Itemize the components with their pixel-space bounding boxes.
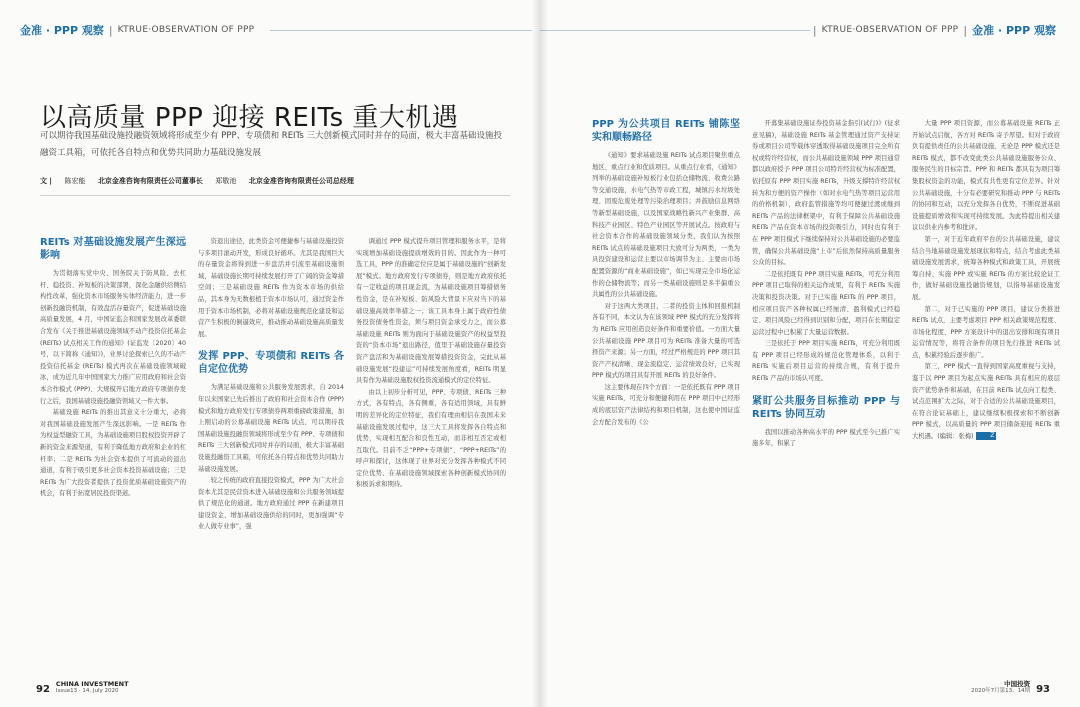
paragraph: 基础设施 REITs 的推出其意义十分重大，必将对我国基础设施发展产生深远影响。一是 REITs 作为权益型融资工具，为基础设施项目股权投资开辟了新的资金来源渠道，有利于降低地方政府和企业的杠杆率；二是 REITs 为社会资本提供了可流动的退出通道，有利于吸引更多社会资本投资基础设施；三是 REITs 为广大投资者提供了投资优质基础设施资产的机会，有利于拓宽居民投资渠道。 xyxy=(40,409,186,498)
right-footer xyxy=(971,681,1050,695)
header-brand: 金准 · PPP 观察 xyxy=(972,24,1056,37)
section-heading: 紧盯公共服务目标推动 PPP 与 REITs 协同互动 xyxy=(752,395,900,420)
header-separator: | xyxy=(108,23,113,37)
paragraph: 为贯彻落实党中央、国务院关于防风险、去杠杆、稳投资、补短板的决策部署，深化金融供给侧结构性改革，强化资本市场服务实体经济能力，进一步创新投融资机制，有效盘活存量资产，促进基础设施高质量发展，4 月，中国证监会和国家发展改革委联合发布《关于推进基础设施领域不动产投资信托基金 (REITs) 试点相关工作的通知》(证监发〔2020〕40 号，以下简称《通知》)，业界讨论探索已久的不动产投资信托基金 (REITs) 模式再次在基础设施领域破冰，成为近几年中国国家大力推广应用政府和社会资本合作模式 (PPP)、大规模开启地方政府专项债券发行之后，我国基础设施投融资领域又一件大事。 xyxy=(40,270,186,405)
paragraph: 由以上初步分析可见，PPP、专项债、REITs 三种方式，各有特点，各有侧重，各有适用领域，具有鲜明的差异化的定位特征，我们有理由相信在我国未来基础设施发展过程中，这三大工具将发挥各自特点和优势，实现相互配合和良性互动，而非相互否定或相互取代。目前不乏“PPP+专项债”、“PPP+REITs”的呼声和探讨，这体现了业界对充分发挥各种模式不同定位优势、在基础设施领域探索各种创新模式协同的积极诉求和期待。 xyxy=(356,388,506,489)
magazine-name: 中国投资 xyxy=(1004,680,1031,688)
byline-author-1: 陈宏能 xyxy=(64,177,86,185)
paragraph: 这主要体现在四个方面：一是依托既有 PPP 项目实施 REITs，可充分和便捷利用在 PPP 项目中已经形成的底层资产法律结构和项目机制，这也使中国证监会方配合发布的《公 xyxy=(592,383,740,426)
byline-org-2: 北京金准咨询有限责任公司总经理 xyxy=(248,177,354,185)
page-number: 92 xyxy=(36,684,50,695)
paragraph: 三是依托于 PPP 项目实施 REITs，可充分利用既有 PPP 项目已经形成的规范化管理体系，以利于 REITs 实施后项目运营的持续合规，有利于提升 REITs 产品的市场认可度。 xyxy=(752,340,900,383)
paragraph: 开募集基础设施证券投资基金指引(试行)》(征求意见稿)，基础设施 REITs 基金管理通过资产支持证券或项目公司等载体穿透取得基础设施项目完全所有权或特许经营权，而公共基础设施领域 PPP 项目通常都以政府授予 PPP 项目公司特许经营权为标准配置，依托原有 PPP 项目实施 REITs，升级支撑特许经营权转为和方便的资产操作（如对水电气热等项目运营用的价格机制），政府监管措施等均可便捷过渡或继到 REITs 产品的法律框架中，有利于保障公共基础设施 REITs 产品在资本市场的投资吸引力，同时也有利于在 PPP 项目模式下继续保持对公共基础设施的必要监管，确保公共基础设施“上市”后依然保持高质量服务公众的目标。 xyxy=(752,120,900,267)
header-separator: | xyxy=(963,23,968,37)
left-running-header xyxy=(20,22,254,38)
paragraph-text: 第三，PPP 模式一直得到国家高度重视与支持，鉴于以 PPP 项目为起点实施 REITs 具有相应的底层资产优势条件和基础，在目前 REITs 试点向工程类、试点范围扩大之际，对于合适的公共基础设施项目，在符合论证基础上，建议继续积极探索和不断创新 PPP 模式，以高质量的 PPP 项目储备迎接 REITs 重大机遇。(编辑：张梅) xyxy=(912,363,1060,441)
paragraph: 第一，对于近年政府平台的公共基础设施，建议结合当地基础设施发展现状和特点，结合考虑此类基础设施发展需求，统筹各种模式和政策工具，开展统筹自持、实施 PPP 或实施 REITs 的方案比较论证工作，做好基础设施投融资规划，以指导基础设施发展。 xyxy=(912,235,1060,301)
left-column-3 xyxy=(356,236,506,666)
section-heading: REITs 对基础设施发展产生深远影响 xyxy=(40,237,186,261)
right-page xyxy=(540,0,1080,707)
paragraph: 二是依托既有 PPP 项目实施 REITs，可充分利用 PPP 项目已取得的相关运作成果，有利于 REITs 实施决策和投资决策。对于已实施 REITs 的 PPP 项目，相应项目资产各种权属已经厘清、盈利模式已经稳定、项目风险已经得到识别和分配，项目在长期稳定运营过程中已积累了大量运营数据。 xyxy=(752,270,900,336)
right-column-3 xyxy=(912,118,1060,664)
paragraph: 为满足基础设施和公共服务发展需求，自 2014 年以来国家已先后推出了政府和社会资本合作 (PPP) 模式和地方政府发行专项债券两项重磅政策措施，加上刚启动的公募基础设施 REITs 试点，可以期待我国基础设施投融资领域将形成至少有 PPP、专项债和 REITs 三大创新模式同时并存的局面，极大丰富基础设施投融资工具箱，可依托各自特点和优势共同助力基础设施发展。 xyxy=(198,384,344,473)
left-footer xyxy=(36,681,129,695)
header-subtitle: KTRUE·OBSERVATION OF PPP xyxy=(117,25,255,35)
issue-info: Issue13 · 14, July 2020 xyxy=(55,688,119,694)
header-rule xyxy=(540,30,810,31)
left-column-1 xyxy=(40,236,186,666)
header-separator: | xyxy=(812,23,817,37)
byline-author-2: 郑敬池 xyxy=(215,177,237,185)
paragraph: 调通过 PPP 模式提升项目管理和服务水平，是将实现增加基础设施提质增效的目的。因此作为一种可选工具，PPP 的准确定位应是属于基础设施的“创新发展”模式。地方政府发行专项债券，则是地方政府依托有一定收益的项目现金流，为基础设施项目筹措债务性资金，是在补短板、防风险大背景下应对当下的基础设施高效率举措之一；该工具本身上属于政府性债务投资债务性资金，须与项目资金承受力之，而公募基础设施 REITs 则为面向于基础设施资产的权益型投资的“资本市场”退出路径，值里于基础设施存量投资资产盘活和为基础设施发展筹措投资资金，完此从基础设施发展“投建运”可持续发展角度看，REITs 明显具有作为基础设施股权投资流通模式的定位特征。 xyxy=(356,238,506,385)
paragraph: 我国以推动各种高水平的 PPP 模式至今已推广实施多年，积累了 xyxy=(752,428,900,448)
right-column-2 xyxy=(752,118,900,664)
byline-prefix: 文 | xyxy=(40,177,52,185)
article-title: 以高质量 PPP 迎接 REITs 重大机遇 xyxy=(40,103,459,134)
page-number: 93 xyxy=(1036,684,1050,695)
section-heading: PPP 为公共项目 REITs 铺陈坚实和顺畅路径 xyxy=(592,119,740,143)
magazine-name: CHINA INVESTMENT xyxy=(55,680,129,688)
article-intro: 可以期待我国基础设施投融资领域将形成至少有 PPP、专项债和 REITs 三大创新模式同时并存的局面，极大丰富基础设施投融资工具箱，可依托各自特点和优势共同助力基础设施发展 xyxy=(40,131,502,158)
byline xyxy=(40,176,354,186)
paragraph: 较之传统的政府直接投资模式，PPP 为广大社会资本尤其是民营资本进入基础设施和公共服务领域提供了规范化的通道。地方政府通过 PPP 在新建项目建设资金、增加基础设施供给的同时，更加强调“专业人做专业事”，强 xyxy=(198,477,344,531)
section-heading: 发挥 PPP、专项债和 REITs 各自定位优势 xyxy=(198,351,344,376)
byline-org-1: 北京金准咨询有限责任公司董事长 xyxy=(97,177,203,185)
paragraph: 资退出途径，此类资金可便捷参与基础设施投资与多项目滚动开发，形成良好循环。尤其是我国巨大的存量资金将得到进一步盘活并引流至基础设施领域，基础设施长期可持续发展打开了广阔的资金筹措空间；三是基础设施 REITs 作为资本市场的供给品，其本身为无数根植于资本市场认可，通过资金作用于资本市场机制，必将对基础设施规范化建设和运营产生积极的倒逼效应，推动推动基础设施高质量发展。 xyxy=(198,238,344,338)
spine-shadow xyxy=(532,0,548,707)
paragraph: 第二，对于已实施的 PPP 项目，建议分类推进 REITs 试点，主要考虑项目 PPP 相关政策规范程度、市场化程度、PPP 方案设计中的退出安排和现有项目运营情况等，将符合条件的项目先行推进 REITs 试点，积累经验后逐步推广。 xyxy=(912,305,1060,359)
header-brand: 金准 · PPP 观察 xyxy=(20,24,104,37)
byline-divider xyxy=(40,195,510,196)
paragraph: 对于这两大类项目，二者的投资主体和回报机制各有不同，本文认为在该领域 PPP 模式的充分发挥将为 REITs 应用创造良好条件和重要价值。一方面大量公共基础设施 PPP 项目可为 REITs 准备大量的可选择资产来源；另一方面，经过严格规范的 PPP 项目其资产产权清晰、现金流稳定、运营绩效良好，已实现 PPP 模式的项目具有开展 REITs 的良好条件。 xyxy=(592,302,740,380)
paragraph: 《通知》要求基础设施 REITs 试点项目聚焦重点地区、重点行业和优质项目。从重点行业看，《通知》列举的基础设施补短板行业包括仓储物流、收费公路等交通设施，水电气热等市政工程，城镇污水垃圾处理、固废危废处理等污染治理项目；并鼓励信息网络等新型基础设施，以及国家战略性新兴产业集群、高科技产业园区、特色产业园区等开展试点。按政府与社会资本合作的基础设施领域分类，我们认为按照 REITs 试点的基础设施项目大致可分为两类，一类为具投资建设和运营主要以市场调节为主、主要由市场配置资源的“商业基础设施”，如已实现完全市场化运作的仓储物流等；而另一类基础设施则是多半偏重公共属性的公共基础设施。 xyxy=(592,152,740,299)
header-subtitle: KTRUE·OBSERVATION OF PPP xyxy=(821,25,959,35)
right-column-1 xyxy=(592,118,740,664)
end-mark: Z xyxy=(976,432,997,440)
header-rule xyxy=(270,30,532,31)
right-running-header xyxy=(808,22,1056,38)
paragraph xyxy=(912,361,1060,442)
issue-info: 2020年7月第13、14期 xyxy=(971,688,1031,694)
paragraph: 大量 PPP 项目资源，而公募基础设施 REITs 正开始试点启航，各方对 REITs 寄予厚望。但对于政府负有提供责任的公共基础设施，无论是 PPP 模式还是 REITs 模式，都不改变此类公共基础设施服务公众、服务民生的目标宗旨。PPP 和 REITs 都具有为项目筹集股权资金的功能，模式有共性更有定位差异。针对公共基础设施，十分有必要研究和推动 PPP 与 REITs 的协同和互动，以充分发挥各自优势，不断促进基础设施提质增效和实现可持续发展。为此特提出相关建议以供业内参考和批评。 xyxy=(912,120,1060,232)
left-column-2 xyxy=(198,236,344,666)
